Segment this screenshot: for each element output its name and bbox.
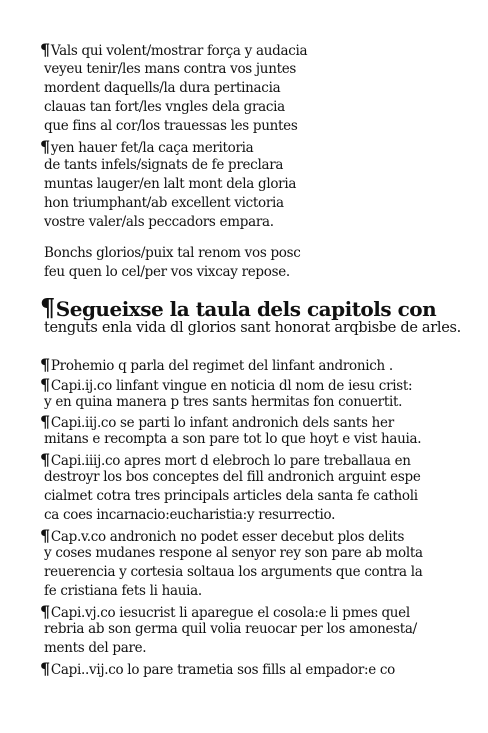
toc-line-11: y coses mudanes respone al senyor rey son pare ab molta (44, 545, 423, 561)
pilcrow-icon: ¶ (40, 602, 50, 621)
closing-line-2: feu quen lo cel/per vos vixcay repose. (44, 264, 290, 280)
toc-line-8: cialmet cotra tres principals articles dela santa fe catholi (44, 488, 418, 504)
toc-line-12: reuerencia y cortesia soltaua los arguments que contra la (44, 564, 423, 580)
poem-line-3: mordent daquells/la dura pertinacia (44, 80, 281, 96)
toc-line-13: fe cristiana fets li hauia. (44, 583, 202, 599)
toc-line-6: ¶Capi.iiij.co apres mort d elebroch lo pare treballaua en (40, 450, 411, 469)
toc-line-3: y en quina manera p tres sants hermitas fon conuertit. (44, 394, 403, 410)
toc-line-14: ¶Capi.vj.co iesucrist li aparegue el cosola:e li pmes quel (40, 602, 410, 621)
poem-line-9: hon triumphant/ab excellent victoria (44, 195, 284, 211)
poem-line-4: clauas tan fort/les vngles dela gracia (44, 99, 285, 115)
toc-line-7: destroyr los bos conceptes del fill andronich arguint espe (44, 469, 421, 485)
poem-line-6: ¶yen hauer fet/la caça meritoria (40, 137, 254, 156)
toc-line-17: ¶Capi..vij.co lo pare trametia sos fills al empador:e co (40, 659, 395, 678)
pilcrow-icon: ¶ (40, 450, 50, 469)
pilcrow-icon: ¶ (40, 293, 55, 322)
toc-line-5: mitans e recompta a son pare tot lo que hoyt e vist hauia. (44, 431, 422, 447)
poem-line-10: vostre valer/als peccadors empara. (44, 214, 274, 230)
poem-line-5: que fins al cor/los trauessas les puntes (44, 118, 298, 134)
pilcrow-icon: ¶ (40, 40, 50, 59)
toc-line-9: ca coes incarnacio:eucharistia:y resurrectio. (44, 507, 336, 523)
poem-line-1: ¶Vals qui volent/mostrar força y audacia (40, 40, 308, 59)
toc-line-15: rebria ab son germa quil volia reuocar per los amonesta/ (44, 621, 417, 637)
pilcrow-icon: ¶ (40, 375, 50, 394)
toc-line-16: ments del pare. (44, 640, 147, 656)
poem-line-2: veyeu tenir/les mans contra vos juntes (44, 61, 297, 77)
toc-line-1: ¶Prohemio q parla del regimet del linfant andronich . (40, 355, 393, 374)
closing-line-1: Bonchs glorios/puix tal renom vos posc (44, 245, 301, 261)
toc-heading: ¶Segueixse la taula dels capitols con (40, 293, 437, 322)
pilcrow-icon: ¶ (40, 137, 50, 156)
poem-line-7: de tants infels/signats de fe preclara (44, 157, 284, 173)
pilcrow-icon: ¶ (40, 659, 50, 678)
toc-line-2: ¶Capi.ij.co linfant vingue en noticia dl nom de iesu crist: (40, 375, 413, 394)
pilcrow-icon: ¶ (40, 412, 50, 431)
toc-line-4: ¶Capi.iij.co se parti lo infant andronich dels sants her (40, 412, 394, 431)
pilcrow-icon: ¶ (40, 355, 50, 374)
pilcrow-icon: ¶ (40, 526, 50, 545)
toc-line-10: ¶Cap.v.co andronich no podet esser decebut plos delits (40, 526, 405, 545)
toc-subheading: tenguts enla vida dl glorios sant honorat arqbisbe de arles. (44, 320, 461, 336)
poem-line-8: muntas lauger/en lalt mont dela gloria (44, 176, 297, 192)
